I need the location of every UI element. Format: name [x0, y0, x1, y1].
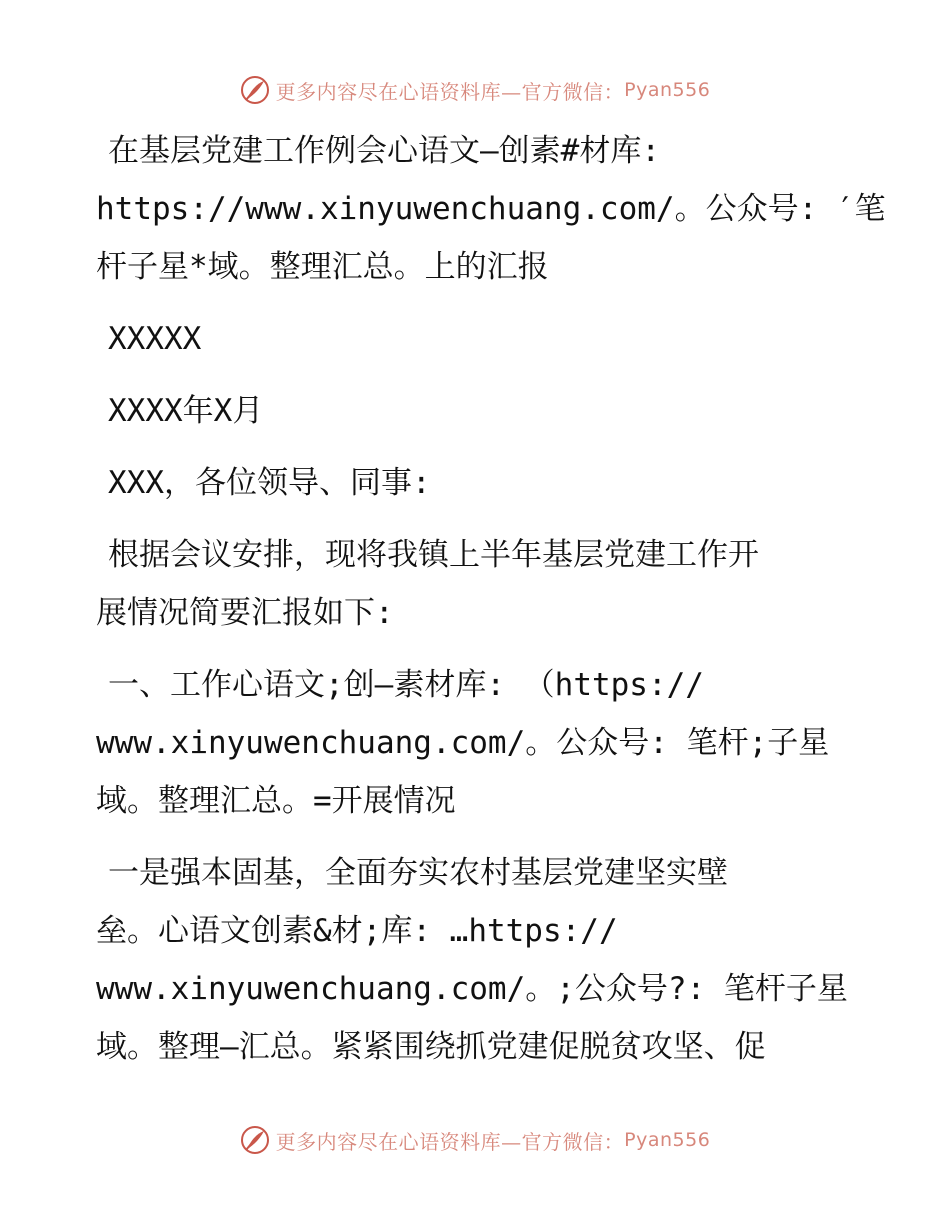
- watermark-text: 更多内容尽在心语资料库—官方微信：: [275, 79, 625, 104]
- paragraph-point-1: [96, 844, 886, 1076]
- paragraph-preface: [96, 526, 886, 642]
- text-line: 杆子星*域。整理汇总。上的汇报: [96, 249, 549, 285]
- text-line: XXXXX: [108, 321, 202, 357]
- text-line: 根据会议安排，现将我镇上半年基层党建工作开: [108, 537, 759, 573]
- text-line: XXXX年X月: [108, 393, 264, 429]
- feather-quill-logo-icon: [240, 1125, 270, 1155]
- text-line: 域。整理汇总。=开展情况: [96, 783, 456, 819]
- paragraph-org: [96, 310, 886, 368]
- paragraph-salutation: [96, 454, 886, 512]
- text-line: 域。整理—汇总。紧紧围绕抓党建促脱贫攻坚、促: [96, 1029, 766, 1065]
- text-line: 一、工作心语文;创—素材库: （https://: [108, 667, 704, 703]
- text-line: 垒。心语文创素&材;库: …https://: [96, 913, 618, 949]
- document-body: [96, 122, 886, 1090]
- watermark-id: Pyan556: [624, 79, 711, 101]
- text-line: XXX，各位领导、同事:: [108, 465, 431, 501]
- paragraph-intro: [96, 122, 886, 296]
- text-line: www.xinyuwenchuang.com/。公众号: 笔杆;子星: [96, 725, 830, 761]
- paragraph-date: [96, 382, 886, 440]
- text-line: 一是强本固基，全面夯实农村基层党建坚实壁: [108, 855, 728, 891]
- text-line: 在基层党建工作例会心语文—创素#材库:: [108, 133, 660, 169]
- watermark-banner-bottom: [0, 1120, 950, 1160]
- watermark-text: 更多内容尽在心语资料库—官方微信：: [275, 1129, 625, 1154]
- watermark-banner-top: [0, 70, 950, 110]
- text-line: 展情况简要汇报如下:: [96, 595, 394, 631]
- paragraph-section-1: [96, 656, 886, 830]
- text-line: https://www.xinyuwenchuang.com/。公众号: ′笔: [96, 191, 886, 227]
- watermark-id: Pyan556: [624, 1129, 711, 1151]
- feather-quill-logo-icon: [240, 75, 270, 105]
- text-line: www.xinyuwenchuang.com/。;公众号?: 笔杆子星: [96, 971, 848, 1007]
